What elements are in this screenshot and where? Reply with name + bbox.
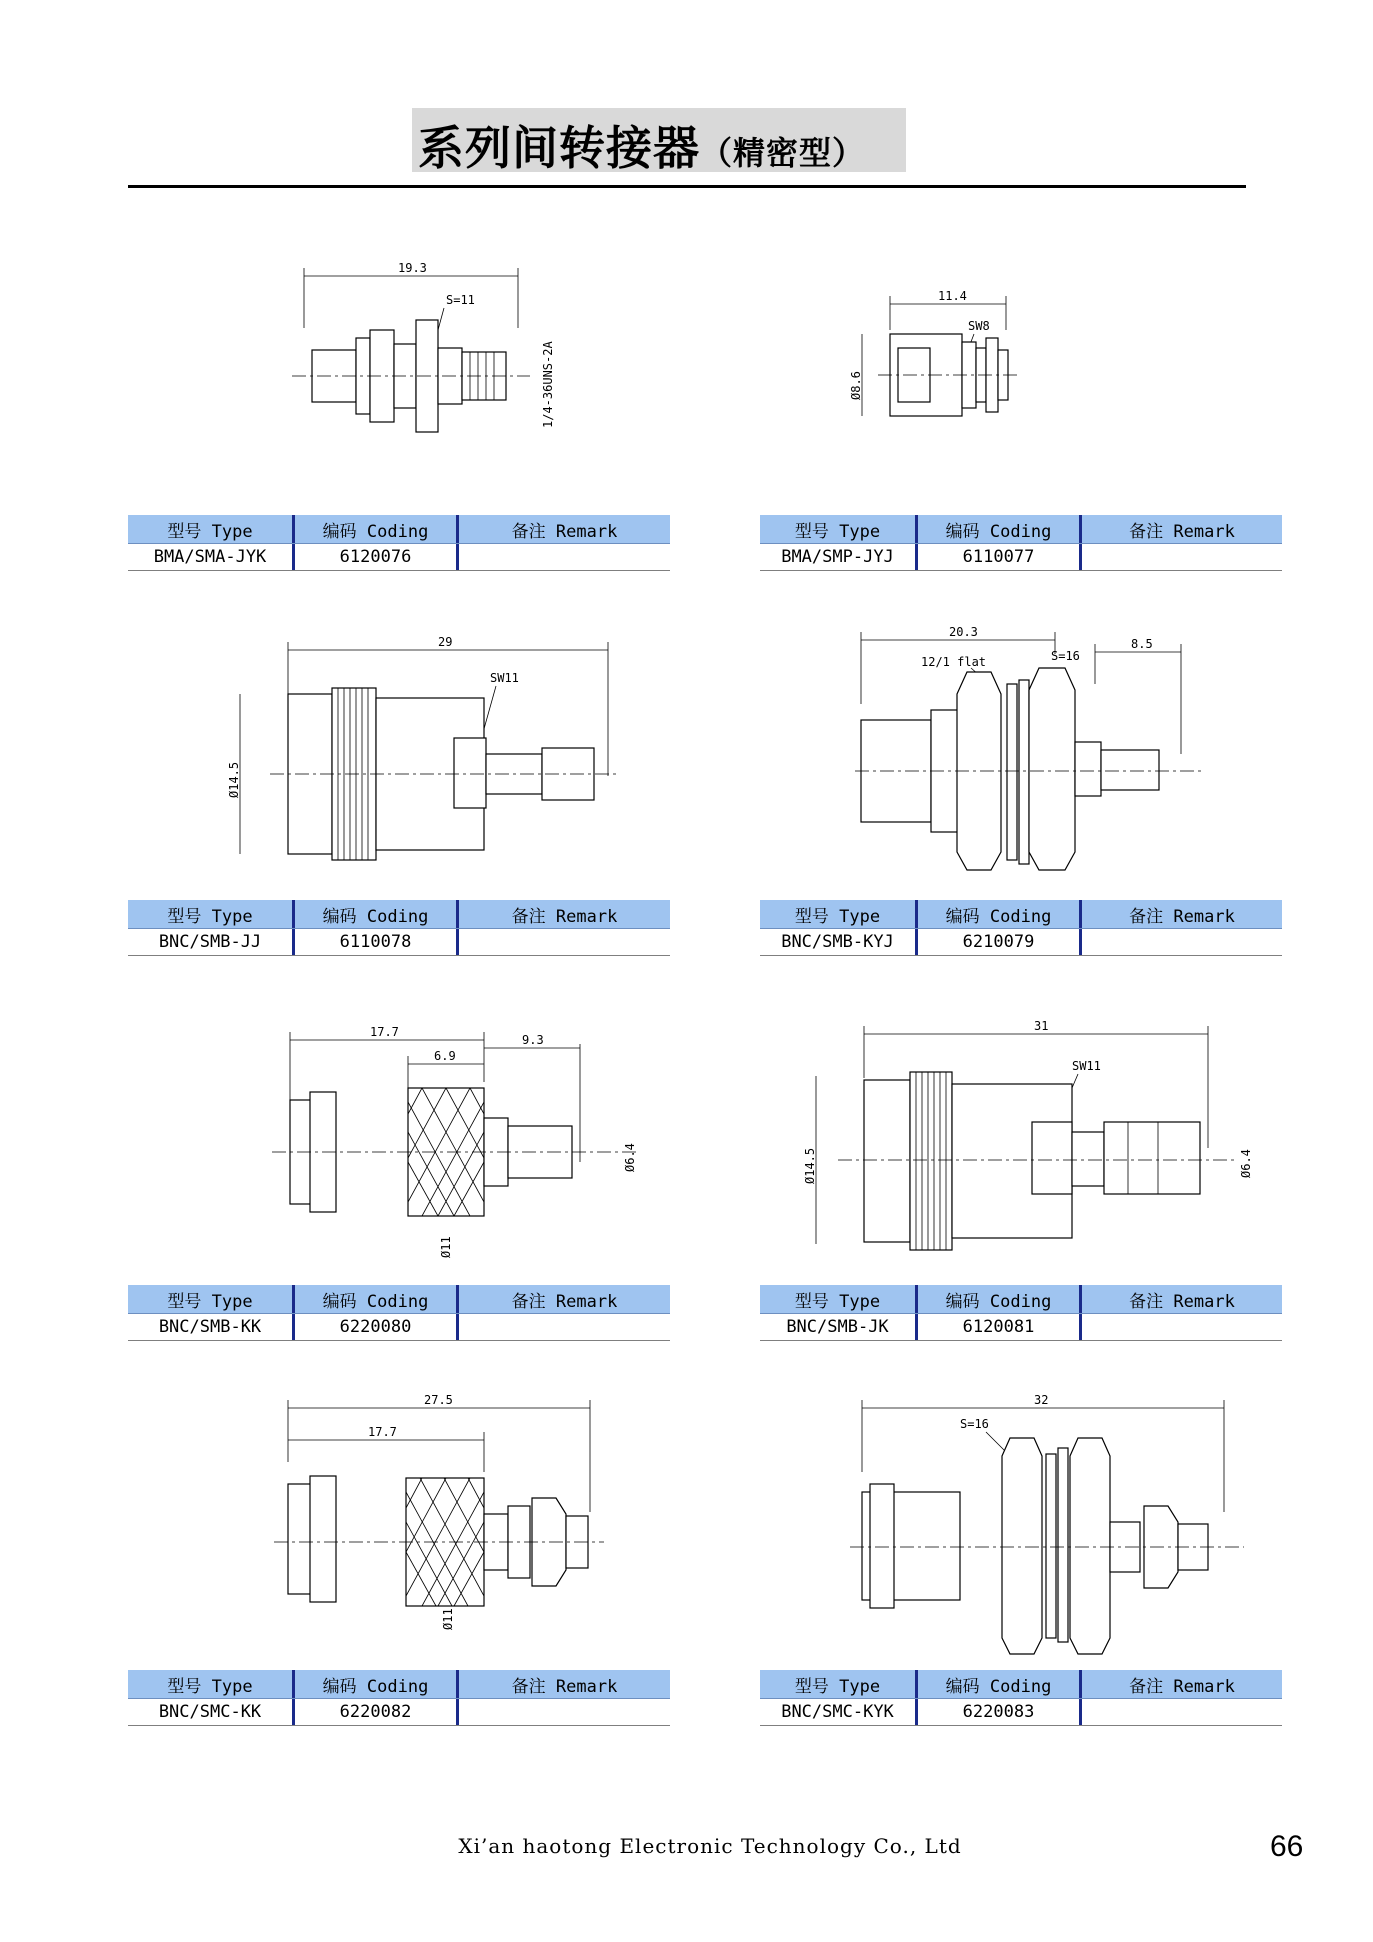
header-type: 型号 Type <box>167 1291 253 1312</box>
spec-table-bnc-smb-kk <box>128 1285 670 1341</box>
remark-value <box>456 1699 670 1725</box>
header-remark: 备注 Remark <box>1079 900 1282 928</box>
page-title <box>418 112 865 178</box>
coding-value: 6220083 <box>915 1699 1079 1725</box>
header-coding: 编码 Coding <box>292 900 456 928</box>
dim-length: 17.7 <box>370 1025 399 1039</box>
coding-value: 6120076 <box>292 544 456 570</box>
type-value: BMA/SMP-JYJ <box>781 547 894 567</box>
header-remark: 备注 Remark <box>456 1670 670 1698</box>
dim-hex: S=16 <box>960 1417 989 1431</box>
drawing-bnc-smc-kk <box>270 1392 610 1632</box>
header-coding: 编码 Coding <box>915 515 1079 543</box>
table-row <box>760 1314 1282 1341</box>
table-row <box>128 1314 670 1341</box>
header-type: 型号 Type <box>167 906 253 927</box>
header-coding: 编码 Coding <box>292 515 456 543</box>
type-value: BMA/SMA-JYK <box>153 547 267 567</box>
dim-diameter: Ø14.5 <box>803 1147 817 1184</box>
spec-table-bma-sma-jyk <box>128 515 670 571</box>
spec-table-header <box>760 1670 1282 1699</box>
remark-value <box>456 929 670 955</box>
header-remark: 备注 Remark <box>1079 515 1282 543</box>
header-type: 型号 Type <box>794 1291 881 1312</box>
dim-diameter-knurl: Ø11 <box>441 1608 455 1630</box>
dim-length: 29 <box>438 635 453 649</box>
dim-length-2: 9.3 <box>522 1033 544 1047</box>
table-row <box>128 544 670 571</box>
spec-table-header <box>760 900 1282 929</box>
dim-diameter: Ø8.6 <box>849 371 863 400</box>
type-value: BNC/SMB-JK <box>786 1317 889 1337</box>
coding-value: 6110077 <box>915 544 1079 570</box>
header-remark: 备注 Remark <box>456 900 670 928</box>
dim-length: 27.5 <box>424 1393 453 1407</box>
header-type: 型号 Type <box>794 521 881 542</box>
dim-length: 32 <box>1034 1393 1049 1407</box>
header-coding: 编码 Coding <box>915 900 1079 928</box>
spec-table-header <box>128 515 670 544</box>
remark-value <box>456 544 670 570</box>
drawing-bnc-smb-jk <box>798 1018 1258 1268</box>
spec-table-header <box>760 515 1282 544</box>
dim-length-2: 8.5 <box>1131 637 1153 651</box>
header-coding: 编码 Coding <box>292 1285 456 1313</box>
type-value: BNC/SMB-KK <box>158 1317 262 1337</box>
type-value: BNC/SMB-JJ <box>158 932 262 952</box>
title-rule <box>128 185 1246 188</box>
dim-hex: SW11 <box>490 671 519 685</box>
header-coding: 编码 Coding <box>292 1670 456 1698</box>
dim-hex: S=11 <box>446 293 475 307</box>
drawing-bnc-smb-jj <box>220 636 620 866</box>
table-row <box>760 929 1282 956</box>
drawing-bnc-smb-kk <box>270 1022 650 1262</box>
header-remark: 备注 Remark <box>456 515 670 543</box>
dim-thread: 1/4-36UNS-2A <box>541 341 555 428</box>
dim-diameter-small: Ø6.4 <box>1239 1149 1253 1178</box>
remark-value <box>1079 929 1282 955</box>
footer-company-name: Xi’an haotong Electronic Technology Co., Ltd <box>458 1834 962 1858</box>
page-title-sub: （精密型） <box>700 134 866 172</box>
dim-length: 31 <box>1034 1019 1049 1033</box>
dim-diameter-knurl: Ø11 <box>439 1236 453 1258</box>
spec-table-header <box>760 1285 1282 1314</box>
dim-flat: 12/1 flat <box>921 655 987 669</box>
spec-table-header <box>128 900 670 929</box>
drawing-bnc-smc-kyk <box>850 1392 1250 1662</box>
coding-value: 6220080 <box>292 1314 456 1340</box>
spec-table-bnc-smc-kyk <box>760 1670 1282 1726</box>
header-type: 型号 Type <box>794 1676 881 1697</box>
header-type: 型号 Type <box>167 521 253 542</box>
dim-length: 19.3 <box>398 261 427 275</box>
type-value: BNC/SMC-KK <box>158 1702 262 1722</box>
table-row <box>128 1699 670 1726</box>
header-remark: 备注 Remark <box>456 1285 670 1313</box>
header-coding: 编码 Coding <box>915 1285 1079 1313</box>
type-value: BNC/SMB-KYJ <box>781 932 894 952</box>
dim-hex: SW8 <box>968 319 990 333</box>
dim-knurl: 6.9 <box>434 1049 456 1063</box>
header-type: 型号 Type <box>167 1676 253 1697</box>
remark-value <box>1079 1314 1282 1340</box>
table-row <box>128 929 670 956</box>
table-row <box>760 1699 1282 1726</box>
drawing-bnc-smb-kyj <box>855 624 1205 874</box>
dim-diameter: Ø14.5 <box>227 761 241 798</box>
dim-length-2: 17.7 <box>368 1425 397 1439</box>
header-type: 型号 Type <box>794 906 881 927</box>
header-remark: 备注 Remark <box>1079 1670 1282 1698</box>
drawing-bma-smp-jyj <box>848 290 1028 450</box>
spec-table-bnc-smb-kyj <box>760 900 1282 956</box>
page-number: 66 <box>1270 1830 1304 1863</box>
header-remark: 备注 Remark <box>1079 1285 1282 1313</box>
dim-hex: S=16 <box>1051 649 1080 663</box>
table-row <box>760 544 1282 571</box>
dim-diameter-small: Ø6.4 <box>623 1143 637 1172</box>
spec-table-bnc-smc-kk <box>128 1670 670 1726</box>
coding-value: 6220082 <box>292 1699 456 1725</box>
header-coding: 编码 Coding <box>915 1670 1079 1698</box>
page-title-main: 系列间转接器 <box>418 121 700 175</box>
remark-value <box>1079 1699 1282 1725</box>
type-value: BNC/SMC-KYK <box>781 1702 894 1722</box>
dim-length: 11.4 <box>938 289 967 303</box>
drawing-bma-sma-jyk <box>290 258 580 458</box>
spec-table-bnc-smb-jj <box>128 900 670 956</box>
coding-value: 6120081 <box>915 1314 1079 1340</box>
coding-value: 6110078 <box>292 929 456 955</box>
remark-value <box>1079 544 1282 570</box>
spec-table-header <box>128 1285 670 1314</box>
coding-value: 6210079 <box>915 929 1079 955</box>
dim-hex: SW11 <box>1072 1059 1101 1073</box>
dim-length: 20.3 <box>949 625 978 639</box>
remark-value <box>456 1314 670 1340</box>
spec-table-bnc-smb-jk <box>760 1285 1282 1341</box>
spec-table-bma-smp-jyj <box>760 515 1282 571</box>
spec-table-header <box>128 1670 670 1699</box>
